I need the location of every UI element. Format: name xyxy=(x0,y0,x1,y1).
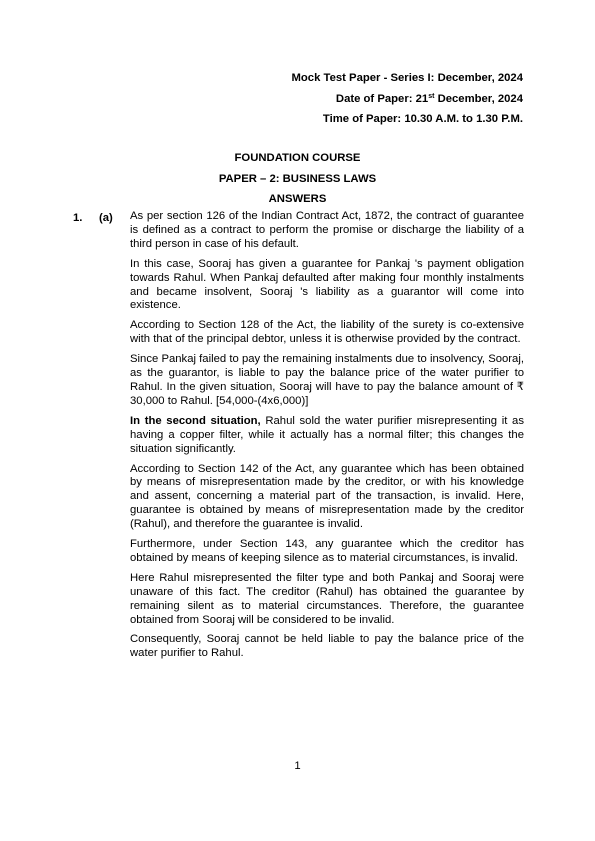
date-prefix: Date of Paper: 21 xyxy=(335,93,429,105)
answer-paragraph: Since Pankaj failed to pay the remaining instalments due to insolvency, Sooraj, as the guarantor, is liable to pay the balance price of the water purifier to Rahul. In the given situation, Sooraj will have to pay the balance amount of ₹ 30,000 to Rahul. [54,000-(4x6,000)] xyxy=(130,353,524,407)
course-title: FOUNDATION COURSE xyxy=(234,152,361,164)
question-part-label: (a) xyxy=(99,212,113,224)
date-of-paper xyxy=(336,93,523,105)
question-number: 1. xyxy=(73,212,83,224)
date-ordinal-suffix: st xyxy=(428,93,435,100)
answer-paragraph: Furthermore, under Section 143, any guarantee which the creditor has obtained by means of keeping silence as to material circumstances, is invalid. xyxy=(130,538,524,564)
mock-test-series-heading: Mock Test Paper - Series I: December, 2024 xyxy=(291,72,523,84)
answer-paragraph: Consequently, Sooraj cannot be held liable to pay the balance price of the water purifier to Rahul. xyxy=(130,633,524,660)
answer-paragraph: In this case, Sooraj has given a guarantee for Pankaj 's payment obligation towards Rahul. When Pankaj defaulted after making four monthly instalments and became insolvent, Sooraj 's liability as a guarantor will come into existence. xyxy=(130,257,524,312)
time-of-paper: Time of Paper: 10.30 A.M. to 1.30 P.M. xyxy=(322,113,523,125)
answer-paragraph: According to Section 128 of the Act, the liability of the surety is co-extensive with that of the principal debtor, unless it is otherwise provided by the contract. xyxy=(130,319,524,346)
date-suffix: December, 2024 xyxy=(434,93,523,105)
answers-heading: ANSWERS xyxy=(268,193,327,205)
answer-body xyxy=(130,210,524,667)
answer-paragraph xyxy=(130,415,524,457)
paragraph-text: Rahul sold the water purifier misrepresenting it as having a copper filter, while it actually has a normal filter; this changes the situation significantly. xyxy=(130,414,524,455)
emphasis-lead-in: In the second situation, xyxy=(130,414,261,427)
answer-paragraph: As per section 126 of the Indian Contract Act, 1872, the contract of guarantee is defined as a contract to perform the promise or discharge the liability of a third person in case of his default. xyxy=(130,210,524,250)
paper-title: PAPER – 2: BUSINESS LAWS xyxy=(218,173,377,185)
page-number: 1 xyxy=(294,760,301,772)
answer-paragraph: According to Section 142 of the Act, any guarantee which has been obtained by means of misrepresentation made by the creditor, or with his knowledge and assent, concerning a material part of the transaction, is invalid. Here, guarantee is obtained by means of misrepresentation made by the creditor (Rahul), and therefore the guarantee is invalid. xyxy=(130,462,524,531)
answer-paragraph: Here Rahul misrepresented the filter type and both Pankaj and Sooraj were unaware of this fact. The creditor (Rahul) has obtained the guarantee by remaining silent as to material circumstances. Therefore, the guarantee obtained from Sooraj will be considered to be invalid. xyxy=(130,571,524,626)
